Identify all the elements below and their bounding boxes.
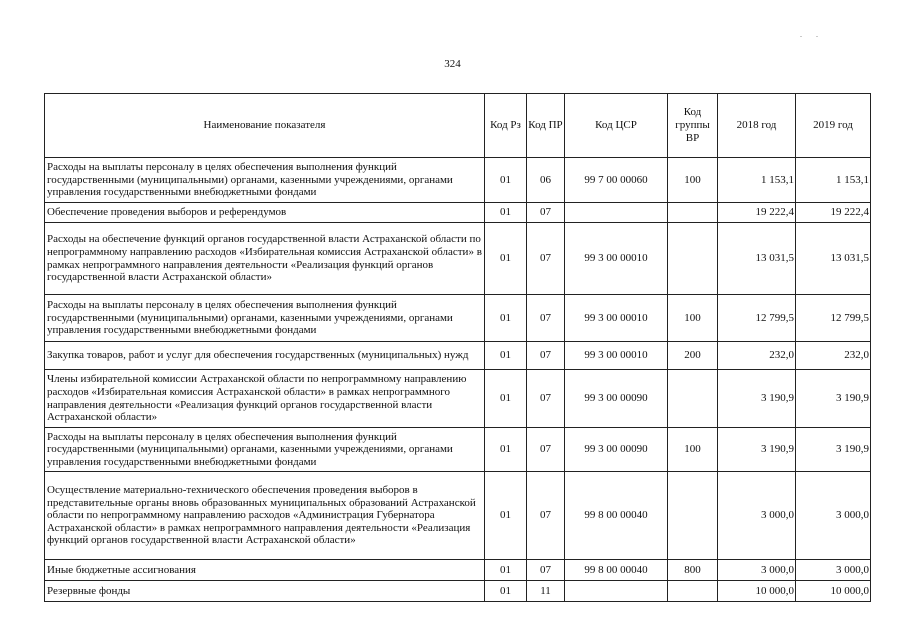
row-name: Обеспечение проведения выборов и референдумов (45, 203, 485, 223)
row-csr: 99 3 00 00010 (565, 342, 668, 370)
row-rz: 01 (485, 472, 527, 560)
row-vr (668, 370, 718, 428)
row-rz: 01 (485, 428, 527, 472)
row-2018: 3 190,9 (718, 370, 796, 428)
page-number: 324 (444, 58, 461, 70)
table-row (45, 223, 871, 295)
row-pr: 06 (527, 158, 565, 203)
header-csr: Код ЦСР (565, 94, 668, 158)
row-pr: 07 (527, 560, 565, 581)
row-pr: 07 (527, 342, 565, 370)
row-name: Осуществление материально-технического обеспечения проведения выборов в представительные органы вновь образованных муниципальных образований Астраханской области по непрограммному направлению расходов «Администрация Губернатора Астраханской области» в рамках непрограммного направления деятельности «Реализация функций органов государственной власти Астраханской области» (45, 472, 485, 560)
row-vr: 100 (668, 158, 718, 203)
row-vr (668, 472, 718, 560)
row-pr: 07 (527, 370, 565, 428)
row-name: Иные бюджетные ассигнования (45, 560, 485, 581)
row-2019: 3 000,0 (796, 472, 871, 560)
row-pr: 07 (527, 223, 565, 295)
row-vr (668, 581, 718, 602)
row-csr (565, 203, 668, 223)
row-2019: 232,0 (796, 342, 871, 370)
row-rz: 01 (485, 581, 527, 602)
row-csr: 99 8 00 00040 (565, 560, 668, 581)
table-row (45, 560, 871, 581)
row-2018: 12 799,5 (718, 295, 796, 342)
row-2019: 3 190,9 (796, 370, 871, 428)
row-2019: 3 190,9 (796, 428, 871, 472)
row-vr: 100 (668, 295, 718, 342)
table-row (45, 295, 871, 342)
row-name: Резервные фонды (45, 581, 485, 602)
row-csr: 99 8 00 00040 (565, 472, 668, 560)
row-vr: 100 (668, 428, 718, 472)
header-2019: 2019 год (796, 94, 871, 158)
row-vr: 800 (668, 560, 718, 581)
row-pr: 07 (527, 472, 565, 560)
header-name: Наименование показателя (45, 94, 485, 158)
header-2018: 2018 год (718, 94, 796, 158)
row-name: Расходы на выплаты персоналу в целях обеспечения выполнения функций государственными (муниципальными) органами, казенными учреждениями, органами управления государственными внебюджетными фондами (45, 295, 485, 342)
row-2018: 10 000,0 (718, 581, 796, 602)
row-csr: 99 3 00 00090 (565, 370, 668, 428)
row-2018: 13 031,5 (718, 223, 796, 295)
header-rz: Код Рз (485, 94, 527, 158)
row-pr: 07 (527, 428, 565, 472)
row-rz: 01 (485, 370, 527, 428)
row-name: Закупка товаров, работ и услуг для обеспечения государственных (муниципальных) нужд (45, 342, 485, 370)
row-2019: 13 031,5 (796, 223, 871, 295)
header-pr: Код ПР (527, 94, 565, 158)
row-pr: 07 (527, 295, 565, 342)
row-2018: 19 222,4 (718, 203, 796, 223)
row-2019: 3 000,0 (796, 560, 871, 581)
row-vr: 200 (668, 342, 718, 370)
row-2019: 19 222,4 (796, 203, 871, 223)
table-row (45, 581, 871, 602)
row-2019: 10 000,0 (796, 581, 871, 602)
row-rz: 01 (485, 158, 527, 203)
row-2018: 3 000,0 (718, 560, 796, 581)
row-2018: 1 153,1 (718, 158, 796, 203)
row-rz: 01 (485, 342, 527, 370)
table-row (45, 428, 871, 472)
budget-table (44, 93, 871, 602)
row-2019: 1 153,1 (796, 158, 871, 203)
row-name: Расходы на выплаты персоналу в целях обеспечения выполнения функций государственными (муниципальными) органами, казенными учреждениями, органами управления государственными внебюджетными фондами (45, 158, 485, 203)
table-row (45, 203, 871, 223)
row-csr: 99 3 00 00090 (565, 428, 668, 472)
table-row (45, 472, 871, 560)
row-rz: 01 (485, 560, 527, 581)
row-pr: 07 (527, 203, 565, 223)
row-rz: 01 (485, 295, 527, 342)
table-header-row (45, 94, 871, 158)
row-name: Расходы на выплаты персоналу в целях обеспечения выполнения функций государственными (муниципальными) органами, казенными учреждениями, органами управления государственными внебюджетными фондами (45, 428, 485, 472)
table-row (45, 370, 871, 428)
table-row (45, 158, 871, 203)
row-csr: 99 7 00 00060 (565, 158, 668, 203)
header-vr: Код группы ВР (668, 94, 718, 158)
row-csr: 99 3 00 00010 (565, 223, 668, 295)
row-pr: 11 (527, 581, 565, 602)
row-vr (668, 203, 718, 223)
row-rz: 01 (485, 203, 527, 223)
row-name: Члены избирательной комиссии Астраханской области по непрограммному направлению расходов «Избирательная комиссия Астраханской области» в рамках непрограммного направления деятельности «Реализация функций органов государственной власти Астраханской области» (45, 370, 485, 428)
row-name: Расходы на обеспечение функций органов государственной власти Астраханской области по непрограммному направлению расходов «Избирательная комиссия Астраханской области» в рамках непрограммного направления деятельности «Реализация функций органов государственной власти Астраханской области» (45, 223, 485, 295)
row-vr (668, 223, 718, 295)
scan-marks: . . (800, 30, 824, 39)
row-2018: 3 190,9 (718, 428, 796, 472)
table-row (45, 342, 871, 370)
row-rz: 01 (485, 223, 527, 295)
row-2019: 12 799,5 (796, 295, 871, 342)
row-csr: 99 3 00 00010 (565, 295, 668, 342)
row-csr (565, 581, 668, 602)
row-2018: 3 000,0 (718, 472, 796, 560)
row-2018: 232,0 (718, 342, 796, 370)
